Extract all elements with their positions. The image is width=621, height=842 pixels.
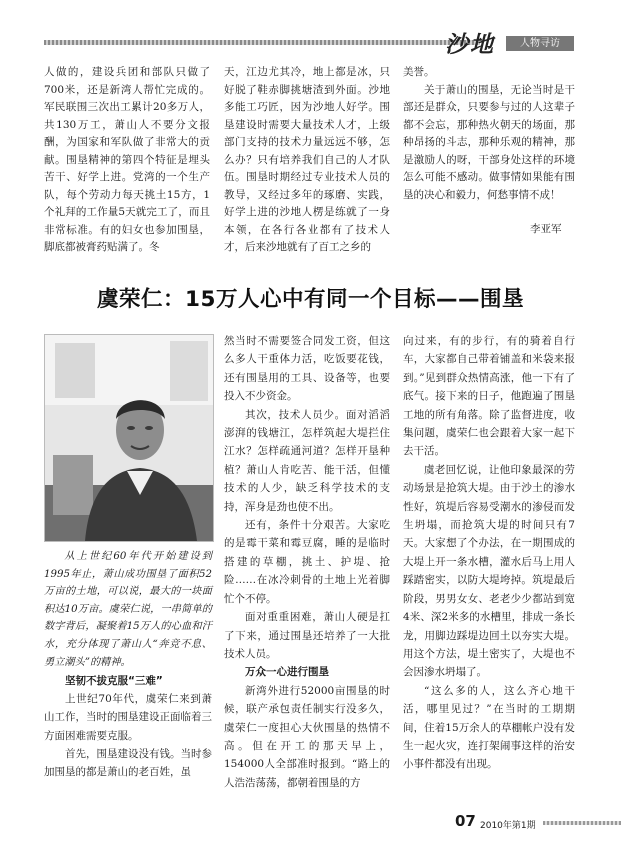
byline: 李亚军 [530, 223, 562, 235]
subheading-united: 万众一心进行围垦 [245, 666, 329, 679]
article-paragraph: 面对重重困难，萧山人硬是扛了下来，通过围垦还培养了一大批技术人员。 [224, 611, 390, 660]
page-number: 07 [455, 812, 476, 830]
article-paragraph: 上世纪70年代，虞荣仁来到萧山工作，当时的围垦建设正面临着三方面困难需要克服。 [44, 693, 212, 742]
article-paragraph: 然当时不需要签合同发工资，但这么多人干重体力活，吃饭要花钱，还有围垦用的工具、设备等，也要投入不少资金。 [224, 335, 390, 403]
article-paragraph: 其次，技术人员少。面对滔滔澎湃的钱塘江，怎样筑起大堤拦住江水？怎样疏通河道？怎样开垦种植？萧山人肯吃苦、能干活，但懂技术的人少，缺乏科学技术的支持，浑身是劲也使不出。 [224, 408, 390, 513]
prev-article-col-2 [224, 64, 390, 257]
article-col-right [403, 332, 575, 774]
article-paragraph: 首先，围垦建设没有钱。当时参加围垦的都是萧山的老百姓，虽 [44, 747, 212, 779]
prev-article-col-1 [44, 64, 210, 257]
article-col-middle [224, 332, 390, 792]
prev-paragraph: 人做的，建设兵团和部队只做了700米，还是新湾人帮忙完成的。军民联围三次出工累计20多万人，共130万工，萧山人不要分文报酬，为国家和军队做了非常大的贡献。围垦精神的第四个特征是埋头苦干、好学上进。党湾的一个生产队，每个劳动力每天挑土15方，1个礼拜的工作量5天就完工了，而且非常标准。有的妇女也参加围垦，脚底都被膏药贴满了。冬 [44, 66, 210, 253]
article-paragraph: 虞老回忆说，让他印象最深的劳动场景是抢筑大堤。由于沙土的渗水性好，筑堤后容易受潮水的渗侵而发生坍塌，而抢筑大堤的时间只有7天。大家想了个办法，在一期围成的大堤上开一条水槽，灌水后马上用人踩踏密实，以防大堤垮掉。筑堤最后阶段，男男女女、老老少少都站到宽4米、深2米多的水槽里，排成一条长龙，用脚边踩堤边回土以夯实大堤。用这个方法，堤土密实了，大堤也不会因渗水坍塌了。 [403, 463, 575, 679]
prev-article-col-3 [403, 64, 575, 204]
article-headline: 虞荣仁：15万人心中有同一个目标——围垦 [97, 287, 524, 312]
article-paragraph: “这么多的人，这么齐心地干活，哪里见过？”在当时的工期期间，住着15万余人的草棚帐户没有发生一起火灾，连打架闹事这样的治安小事件都没有出现。 [403, 684, 575, 771]
photo-caption [44, 548, 212, 671]
prev-paragraph: 天，江边尤其冷，地上都是冰，只好脱了鞋赤脚挑塘渣到外面。沙地多能工巧匠，因为沙地人好学。围垦建设时需要大量技术人才，上级部门支持的技术力量远远不够，怎么办？只有培养我们自己的人才队伍。围垦时期经过专业技术人员的教导，又经过多年的琢磨、实践，好学上进的沙地人楞是练就了一身本领，在各行各业都有了技术人才，后来沙地就有了百工之乡的 [224, 66, 390, 253]
article-paragraph: 新湾外进行52000亩围垦的时候，联产承包责任制实行没多久，虞荣仁一度担心大伙围垦的热情不高。但在开工的那天早上，154000人全部准时报到。“路上的人浩浩荡荡，都朝着围垦的方 [224, 684, 390, 789]
article-paragraph: 向过来，有的步行，有的骑着自行车，大家都自己带着铺盖和米袋来报到。”见到群众热情高涨，他一下有了底气。接下来的日子，他跑遍了围垦工地的所有角落。除了监督进度，收集问题，虞荣仁也会跟着大家一起下去干活。 [403, 335, 575, 458]
article-col-left [44, 672, 212, 781]
header-rule [44, 40, 480, 45]
prev-paragraph: 美誉。 [403, 66, 435, 78]
footer-rule [543, 821, 621, 825]
prev-paragraph: 关于萧山的围垦，无论当时是干部还是群众，只要参与过的人这辈子都不会忘，那种热火朝天的场面，那种昂扬的斗志，那种乐观的精神，那是激励人的呀，干部身处这样的环境怎么可能不感动。做事情如果能有围垦的决心和毅力，何愁事情不成！ [403, 83, 575, 201]
portrait-photo [44, 334, 214, 542]
article-paragraph: 还有，条件十分艰苦。大家吃的是霉干菜和霉豆腐，睡的是临时搭建的草棚，挑土、护堤、抢险……在冰冷刺骨的土地上光着脚忙个不停。 [224, 519, 390, 605]
issue-label: 2010年第1期 [480, 821, 536, 831]
section-title: 沙地 [445, 31, 495, 58]
caption-text: 从上世纪60年代开始建设到1995年止，萧山成功围垦了面积52万亩的土地，可以说，最大的一块面积达10万亩。虞荣仁说，一串简单的数字背后，凝聚着15万人的心血和汗水，充分体现了萧山人“奔竞不息、勇立潮头”的精神。 [44, 551, 212, 668]
page-footer [455, 812, 585, 831]
section-tag: 人物寻访 [506, 36, 574, 51]
subheading-three-difficulties: 坚韧不拔克服“三难” [65, 675, 163, 687]
